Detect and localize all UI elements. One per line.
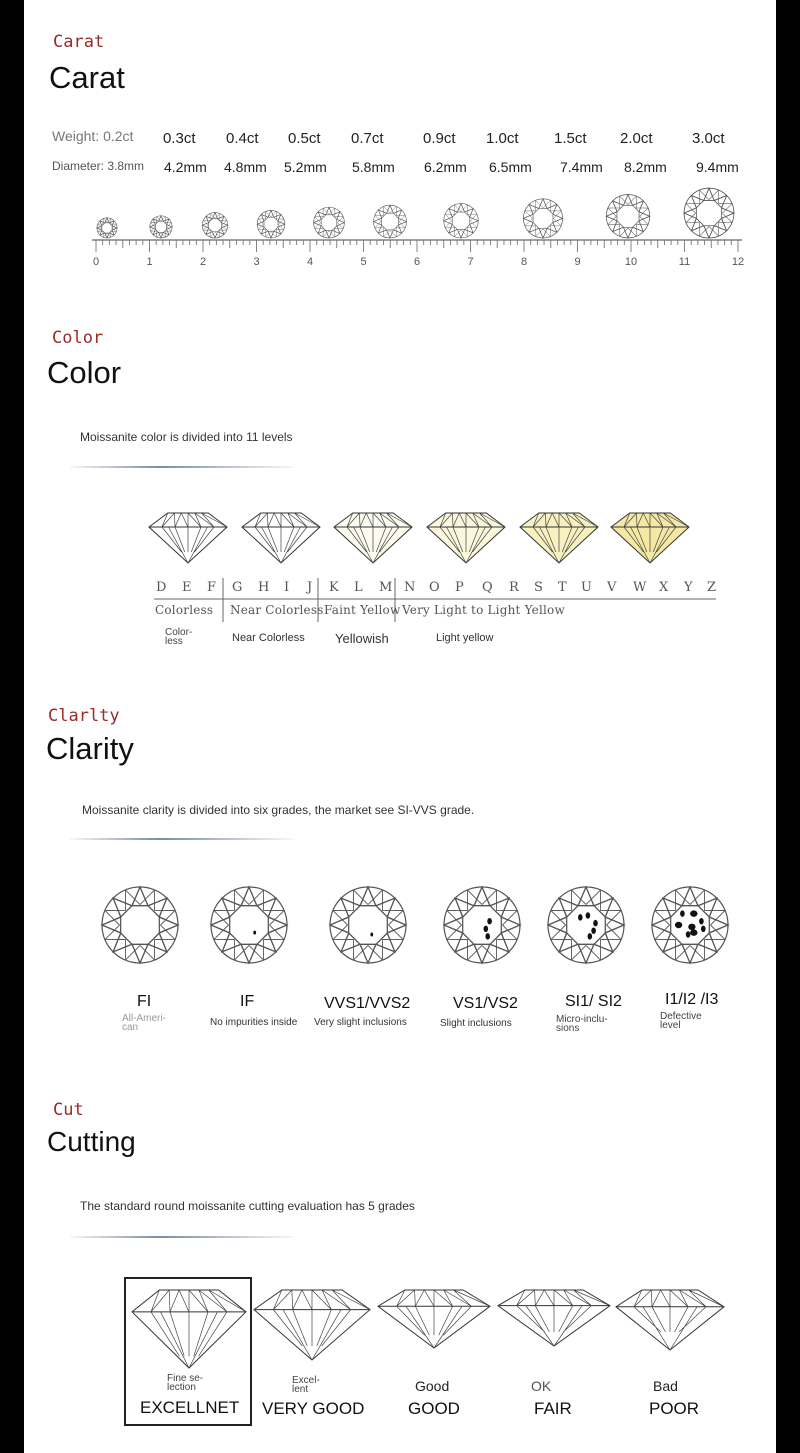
- clarity-tag: Clarlty: [48, 706, 120, 726]
- diameter-value: 4.8mm: [224, 159, 267, 175]
- diameter-value: 5.8mm: [352, 159, 395, 175]
- scale-label: 11: [678, 256, 691, 268]
- color-letter: L: [354, 580, 363, 595]
- clarity-grade: VVS1/VVS2: [324, 995, 411, 1012]
- inclusion-mark: [686, 931, 691, 937]
- clarity-grade: FI: [137, 993, 152, 1010]
- clarity-stone: [548, 887, 624, 963]
- scale-label: 12: [731, 256, 745, 268]
- scale-label: 3: [253, 256, 260, 268]
- diameter-value: 8.2mm: [624, 159, 667, 175]
- clarity-desc: All-Ameri- can: [122, 1013, 166, 1033]
- inclusion-mark: [484, 926, 489, 932]
- weight-value: 0.3ct: [163, 130, 196, 147]
- cut-intro: The standard round moissanite cutting evaluation has 5 grades: [80, 1199, 415, 1213]
- diameter-value: 7.4mm: [560, 159, 603, 175]
- cut-gem-icon: [132, 1290, 246, 1368]
- scale-label: 1: [146, 256, 153, 268]
- caption-yellowish: Yellowish: [335, 631, 389, 646]
- color-scale-lines: [24, 576, 776, 626]
- cut-grade: EXCELLNET: [140, 1398, 240, 1417]
- inclusion-mark: [690, 910, 697, 916]
- carat-stone: [684, 188, 734, 238]
- cut-grade: GOOD: [408, 1399, 460, 1418]
- color-letter: R: [509, 580, 519, 595]
- diameter-label: Diameter: 3.8mm: [52, 159, 145, 173]
- clarity-title: Clarity: [46, 731, 134, 766]
- color-intro: Moissanite color is divided into 11 levels: [80, 430, 293, 444]
- cut-grade: POOR: [649, 1399, 700, 1418]
- color-letter: E: [182, 580, 192, 595]
- carat-tag: Carat: [53, 32, 105, 52]
- weight-value: 0.7ct: [351, 130, 384, 147]
- grade-near-colorless: Near Colorless: [230, 603, 324, 617]
- inclusion-mark: [591, 927, 596, 933]
- inclusion-mark: [588, 933, 593, 939]
- color-gem-icon: [427, 513, 505, 563]
- color-letter: P: [455, 580, 464, 595]
- cut-sub: OK: [531, 1378, 552, 1394]
- weight-value: 3.0ct: [692, 130, 725, 147]
- color-divider: [70, 466, 294, 468]
- inclusion-mark: [690, 929, 697, 935]
- grade-colorless: Colorless: [155, 603, 214, 617]
- grade-faint-yellow: Faint Yellow: [324, 603, 401, 617]
- clarity-grade: SI1/ SI2: [565, 993, 622, 1010]
- carat-stone: [97, 218, 117, 238]
- clarity-desc: No impurities inside: [210, 1017, 298, 1028]
- color-letter: D: [156, 580, 167, 595]
- weight-value: 2.0ct: [620, 130, 653, 147]
- diameter-value: 6.5mm: [489, 159, 532, 175]
- diameter-value: 4.2mm: [164, 159, 207, 175]
- color-letter: F: [207, 580, 217, 595]
- color-gem-icon: [149, 513, 227, 563]
- cut-sub: Excel- lent: [292, 1375, 320, 1395]
- inclusion-mark: [593, 920, 598, 926]
- color-letter: U: [581, 580, 592, 595]
- scale-label: 0: [92, 256, 100, 268]
- inclusion-mark: [688, 924, 695, 930]
- color-letter: N: [404, 580, 416, 595]
- clarity-grade: I1/I2 /I3: [665, 991, 719, 1008]
- cut-sub: Good: [415, 1378, 450, 1394]
- carat-stone: [314, 207, 345, 238]
- color-gem-icon: [611, 513, 689, 563]
- inclusion-mark: [699, 918, 704, 924]
- color-letter: X: [659, 580, 669, 595]
- scale-label: 8: [520, 256, 528, 268]
- cut-grade: VERY GOOD: [262, 1399, 365, 1418]
- scale-label: 6: [413, 256, 421, 268]
- color-tag: Color: [52, 328, 104, 348]
- clarity-stone: [102, 887, 178, 963]
- caption-near-colorless: Near Colorless: [232, 632, 305, 644]
- clarity-desc: Very slight inclusions: [314, 1017, 407, 1028]
- color-letter: Q: [482, 580, 493, 595]
- scale-label: 5: [360, 256, 367, 268]
- color-letter: O: [429, 580, 440, 595]
- inclusion-mark: [680, 910, 685, 916]
- color-letter: J: [307, 580, 313, 595]
- carat-title: Carat: [49, 60, 125, 95]
- inclusion-mark: [485, 933, 490, 939]
- scale-label: 4: [306, 256, 314, 268]
- color-letter: G: [232, 580, 243, 595]
- ruler: [92, 240, 742, 252]
- clarity-intro: Moissanite clarity is divided into six grades, the market see SI-VVS grade.: [82, 803, 475, 817]
- color-letter: M: [379, 580, 393, 595]
- carat-scale-chart: [24, 180, 776, 275]
- caption-light-yellow: Light yellow: [436, 632, 494, 644]
- color-title: Color: [47, 355, 122, 390]
- clarity-desc: Defective level: [660, 1011, 702, 1031]
- color-gem-icon: [242, 513, 320, 563]
- cut-gem-icon: [378, 1290, 490, 1348]
- color-letter: T: [558, 580, 567, 595]
- carat-stone: [606, 195, 649, 238]
- color-letter: W: [633, 580, 647, 595]
- cut-gems: [24, 1282, 776, 1372]
- color-letter: Z: [707, 580, 717, 595]
- inclusion-mark: [253, 931, 256, 935]
- cut-gem-icon: [254, 1290, 370, 1360]
- color-gem-icon: [334, 513, 412, 563]
- inclusion-mark: [701, 926, 706, 932]
- color-letter: Y: [684, 580, 693, 595]
- inclusion-mark: [586, 912, 591, 918]
- color-letter: V: [607, 580, 617, 595]
- cut-tag: Cut: [53, 1100, 84, 1120]
- caption-colorless: Color- less: [165, 627, 193, 647]
- color-gems: [24, 505, 776, 575]
- clarity-stone: [444, 887, 520, 963]
- diameter-value: 5.2mm: [284, 159, 327, 175]
- color-gem-icon: [520, 513, 598, 563]
- cut-gem-icon: [616, 1290, 724, 1350]
- color-letter: I: [284, 580, 290, 595]
- carat-stone: [374, 205, 407, 238]
- diameter-value: 9.4mm: [696, 159, 739, 175]
- scale-label: 7: [467, 256, 474, 268]
- grade-light-yellow: Very Light to Light Yellow: [402, 603, 565, 617]
- weight-value: 0.9ct: [423, 130, 456, 147]
- clarity-desc: Micro-inclu- sions: [556, 1014, 608, 1034]
- cut-sub: Bad: [653, 1378, 678, 1394]
- carat-stone: [523, 199, 562, 238]
- color-letter: H: [258, 580, 270, 595]
- clarity-stone: [211, 887, 287, 963]
- color-letter: K: [329, 580, 339, 595]
- clarity-grade: VS1/VS2: [453, 995, 518, 1012]
- inclusion-mark: [578, 914, 583, 920]
- scale-label: 9: [574, 256, 581, 268]
- carat-stone: [150, 216, 172, 238]
- clarity-divider: [70, 838, 294, 840]
- cut-sub: Fine se- lection: [167, 1373, 204, 1393]
- carat-stone: [202, 213, 227, 238]
- cut-gem-icon: [498, 1290, 610, 1346]
- cut-title: Cutting: [47, 1126, 136, 1157]
- page: [24, 0, 776, 1453]
- weight-value: 0.5ct: [288, 130, 321, 147]
- clarity-grade: IF: [240, 993, 255, 1010]
- inclusion-mark: [675, 922, 682, 928]
- carat-stone: [444, 204, 478, 238]
- scale-label: 2: [199, 256, 207, 268]
- cut-grade: FAIR: [534, 1399, 572, 1418]
- carat-stone: [257, 210, 285, 238]
- color-letter: S: [534, 580, 543, 595]
- weight-value: 1.0ct: [486, 130, 519, 147]
- weight-value: 1.5ct: [554, 130, 587, 147]
- diameter-value: 6.2mm: [424, 159, 467, 175]
- scale-label: 10: [624, 256, 638, 268]
- cut-divider: [70, 1236, 294, 1238]
- inclusion-mark: [370, 933, 373, 937]
- clarity-stone: [330, 887, 406, 963]
- clarity-desc: Slight inclusions: [440, 1018, 512, 1029]
- weight-label: Weight: 0.2ct: [52, 128, 134, 144]
- inclusion-mark: [487, 918, 492, 924]
- clarity-stones: [24, 880, 776, 975]
- weight-value: 0.4ct: [226, 130, 259, 147]
